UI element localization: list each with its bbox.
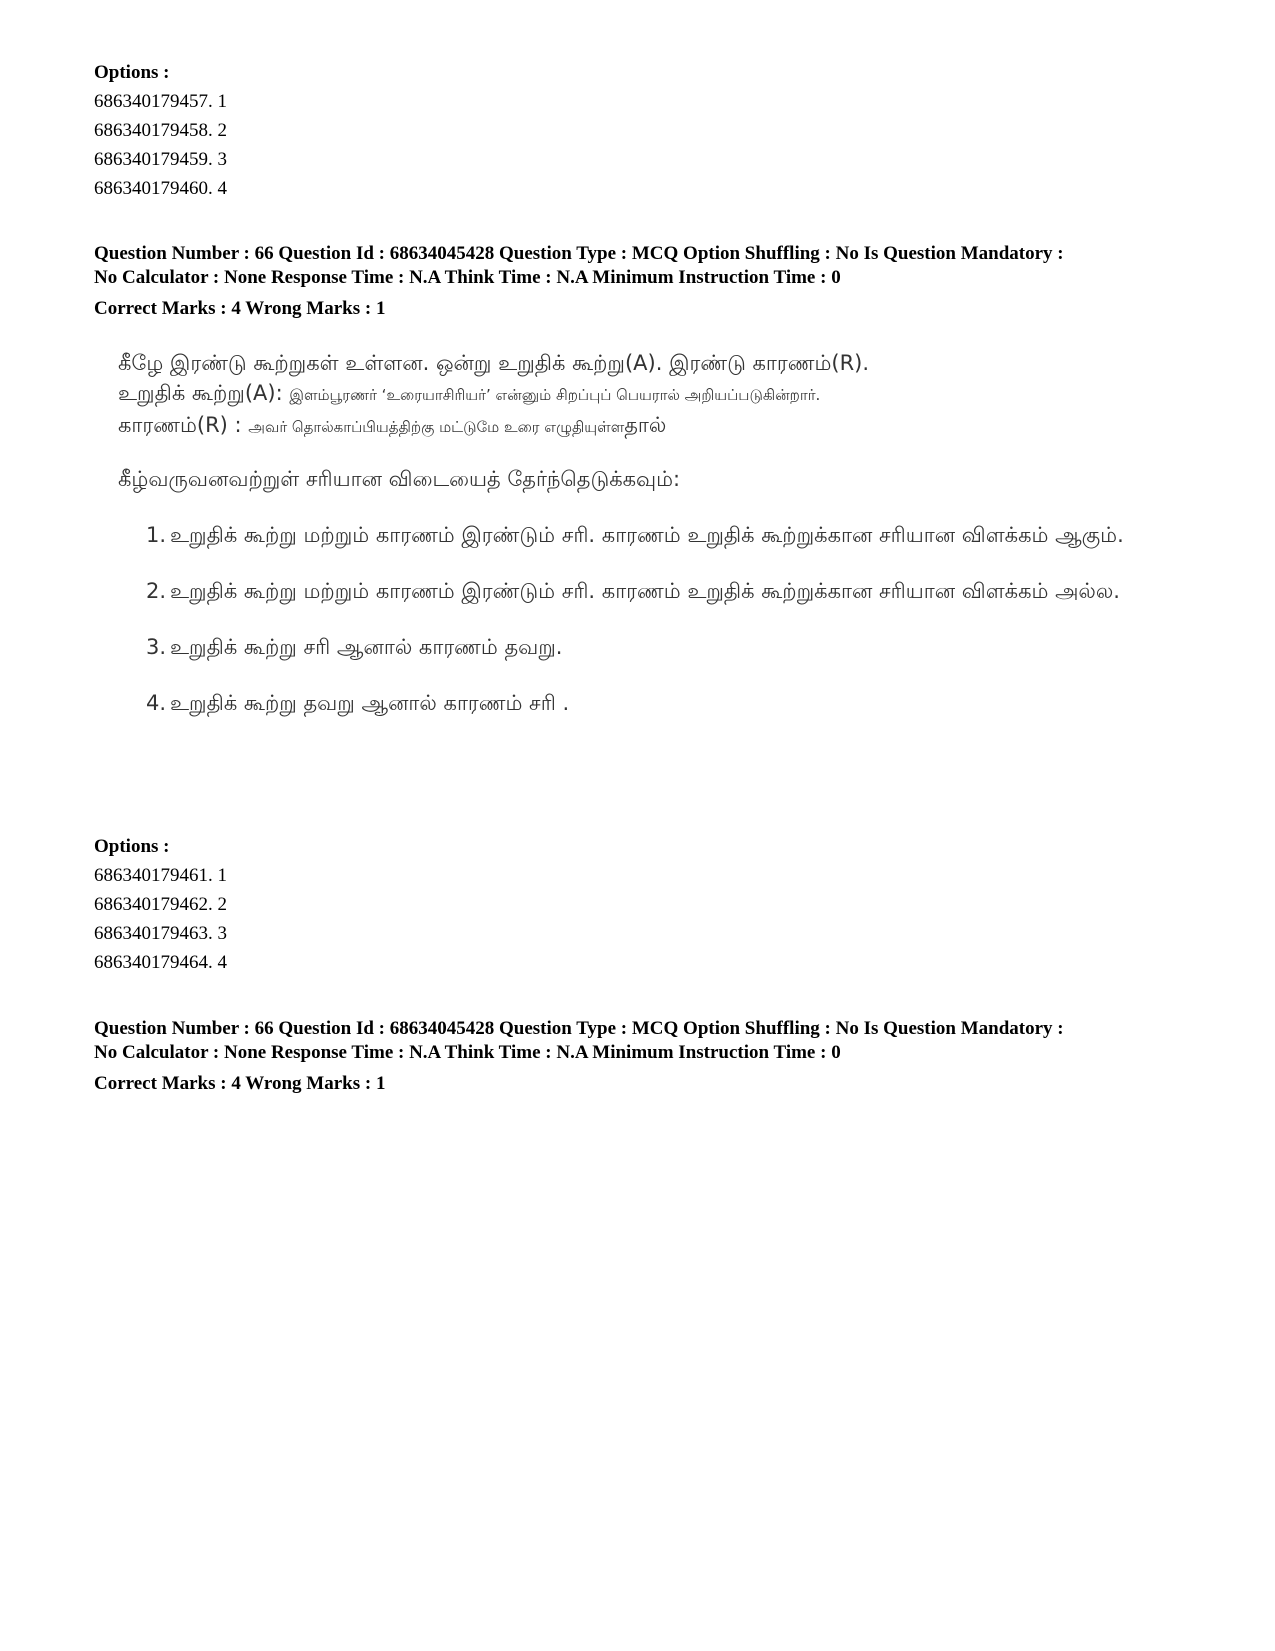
answer-choice-text: உறுதிக் கூற்று தவறு ஆனால் காரணம் சரி . [170, 691, 570, 715]
option-item: 686340179462. 2 [94, 894, 227, 915]
options-heading: Options : [94, 836, 170, 857]
reason-label: காரணம்(R) : [118, 413, 242, 437]
question-header-1 [94, 242, 1224, 323]
question-intro: கீழே இரண்டு கூற்றுகள் உள்ளன. ஒன்று உறுதிக் கூற்று(A). இரண்டு காரணம்(R). [118, 351, 870, 375]
answer-choice-number: 3. [146, 635, 167, 659]
option-item: 686340179460. 4 [94, 178, 227, 199]
reason-end: தால் [624, 413, 667, 437]
option-item: 686340179464. 4 [94, 952, 227, 973]
answer-choice-text: உறுதிக் கூற்று மற்றும் காரணம் இரண்டும் சரி. காரணம் உறுதிக் கூற்றுக்கான சரியான விளக்கம் அல்ல. [170, 579, 1120, 603]
question-prompt: கீழ்வருவனவற்றுள் சரியான விடையைத் தேர்ந்தெடுக்கவும்: [118, 467, 681, 491]
option-item: 686340179457. 1 [94, 91, 227, 112]
answer-choice-number: 2. [146, 579, 167, 603]
question-marks: Correct Marks : 4 Wrong Marks : 1 [94, 298, 386, 319]
assertion-line [118, 378, 1198, 410]
question-marks: Correct Marks : 4 Wrong Marks : 1 [94, 1073, 386, 1094]
question-meta-line-1: Question Number : 66 Question Id : 68634045428 Question Type : MCQ Option Shuffling : No Is Question Mandatory : [94, 243, 1064, 264]
answer-choice-number: 4. [146, 691, 167, 715]
answer-choice-4 [118, 688, 1198, 718]
reason-line [118, 410, 1198, 442]
question-body [118, 348, 1198, 718]
answer-choice-text: உறுதிக் கூற்று சரி ஆனால் காரணம் தவறு. [170, 635, 563, 659]
question-meta-line-2: No Calculator : None Response Time : N.A Think Time : N.A Minimum Instruction Time : 0 [94, 267, 841, 288]
options-block-top [94, 58, 227, 203]
answer-choice-number: 1. [146, 523, 167, 547]
answer-choice-3 [118, 632, 1198, 662]
answer-choice-2 [118, 576, 1198, 606]
question-meta-line-1: Question Number : 66 Question Id : 68634045428 Question Type : MCQ Option Shuffling : No Is Question Mandatory : [94, 1018, 1064, 1039]
option-item: 686340179459. 3 [94, 149, 227, 170]
answer-choice-text: உறுதிக் கூற்று மற்றும் காரணம் இரண்டும் சரி. காரணம் உறுதிக் கூற்றுக்கான சரியான விளக்கம் ஆகும். [170, 523, 1124, 547]
answer-choice-1 [118, 520, 1198, 550]
reason-text: அவர் தொல்காப்பியத்திற்கு மட்டுமே உரை எழுதியுள்ள [248, 418, 625, 436]
option-item: 686340179463. 3 [94, 923, 227, 944]
assertion-label: உறுதிக் கூற்று(A): [118, 381, 283, 405]
option-item: 686340179458. 2 [94, 120, 227, 141]
options-block-middle [94, 832, 227, 977]
assertion-text: இளம்பூரணர் ‘உரையாசிரியர்’ என்னும் சிறப்புப் பெயரால் அறியப்படுகின்றார். [289, 386, 821, 404]
question-header-2 [94, 1017, 1224, 1098]
option-item: 686340179461. 1 [94, 865, 227, 886]
question-meta-line-2: No Calculator : None Response Time : N.A Think Time : N.A Minimum Instruction Time : 0 [94, 1042, 841, 1063]
options-heading: Options : [94, 62, 170, 83]
